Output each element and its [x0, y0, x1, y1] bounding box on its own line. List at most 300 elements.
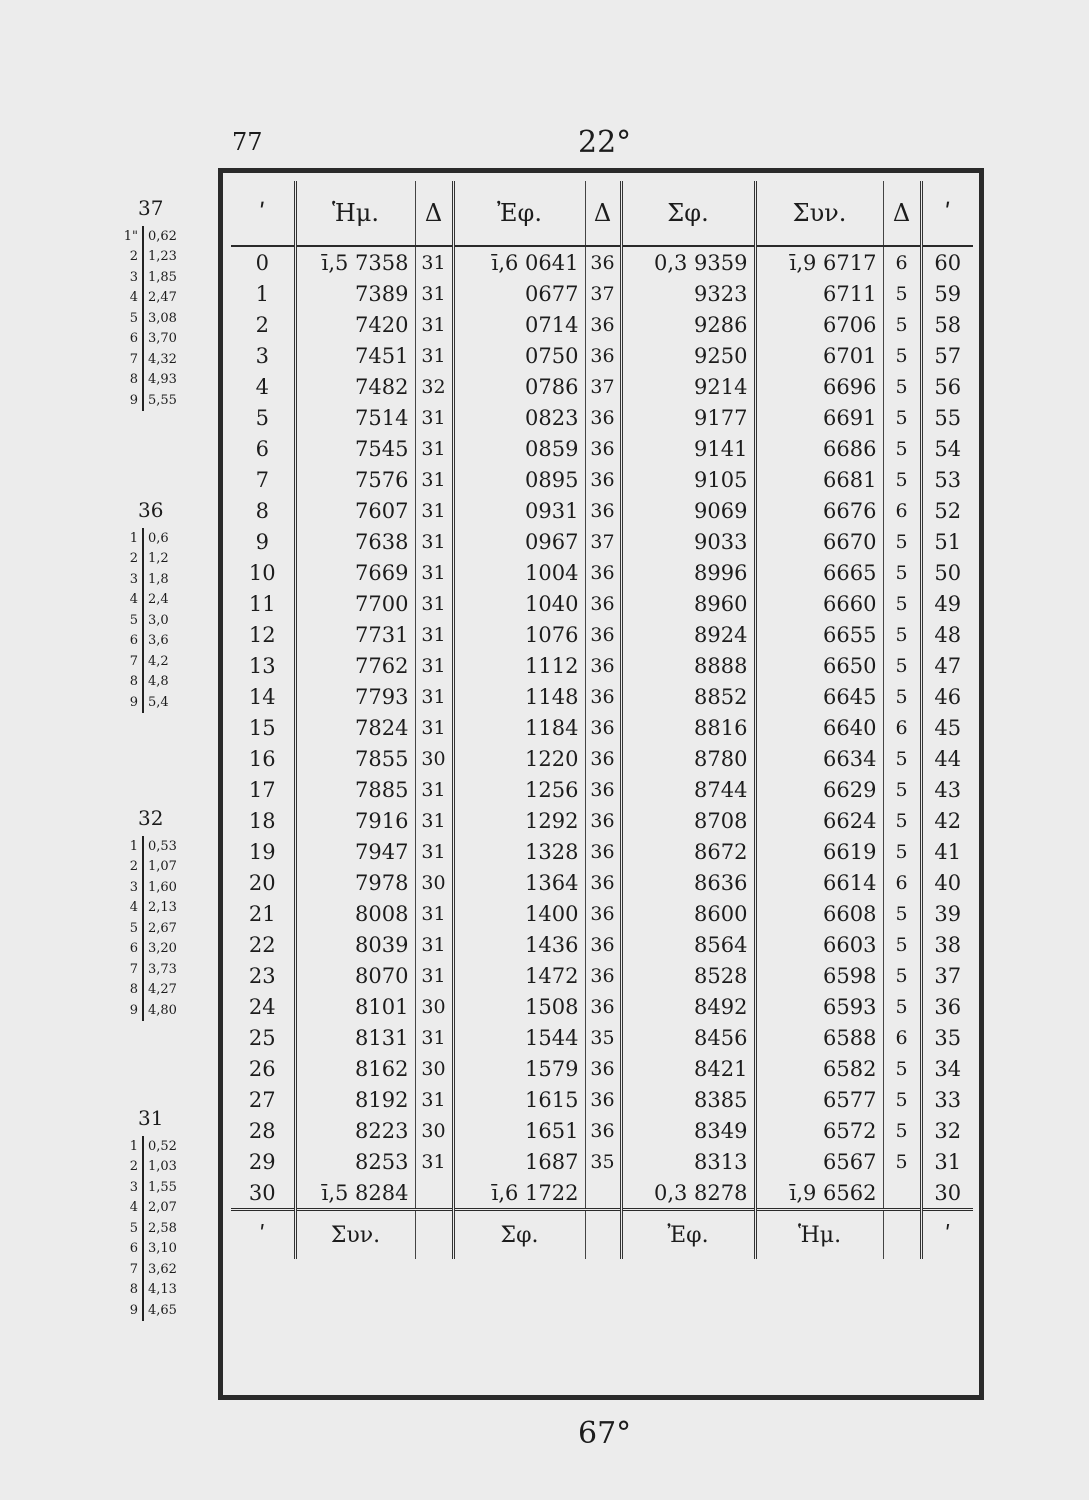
side-row [100, 1157, 181, 1178]
tangent-cell: 0714 [453, 309, 585, 340]
footer-cosine: Συν. [295, 1210, 415, 1260]
side-key: 1 [100, 528, 143, 549]
sine-cell: 8039 [295, 929, 415, 960]
delta-sine-cell: 31 [415, 402, 453, 433]
side-row [100, 672, 173, 693]
delta-tangent-cell: 36 [585, 774, 621, 805]
tangent-cell: 1544 [453, 1022, 585, 1053]
table-row [231, 898, 973, 929]
header-cotangent: Σφ. [621, 181, 755, 246]
table-row [231, 1177, 973, 1210]
header-minutes: ʹ [231, 181, 295, 246]
table-row [231, 960, 973, 991]
footer-blank [883, 1210, 921, 1260]
minute-cell: 22 [231, 929, 295, 960]
cotangent-cell: 0,3 9359 [621, 246, 755, 278]
cosine-cell: 6686 [755, 433, 883, 464]
delta-tangent-cell: 36 [585, 898, 621, 929]
table-row [231, 464, 973, 495]
side-row [100, 959, 181, 980]
tangent-cell: 0967 [453, 526, 585, 557]
minute-cell: 20 [231, 867, 295, 898]
delta-cosine-cell: 5 [883, 898, 921, 929]
tangent-cell: ī,6 0641 [453, 246, 585, 278]
sine-cell: 7700 [295, 588, 415, 619]
sine-cell: 7947 [295, 836, 415, 867]
delta-sine-cell: 31 [415, 309, 453, 340]
sine-cell: 7793 [295, 681, 415, 712]
header-tangent: Ἐφ. [453, 181, 585, 246]
delta-cosine-cell [883, 1177, 921, 1210]
sine-cell: 8070 [295, 960, 415, 991]
delta-sine-cell: 30 [415, 743, 453, 774]
footer-minutes-right: ʹ [921, 1210, 973, 1260]
delta-sine-cell: 30 [415, 991, 453, 1022]
header-delta: Δ [883, 181, 921, 246]
minute-right-cell: 52 [934, 498, 962, 523]
table-row [231, 774, 973, 805]
delta-sine-cell: 31 [415, 960, 453, 991]
cosine-cell: ī,9 6717 [755, 246, 883, 278]
side-key: 4 [100, 590, 143, 611]
cosine-cell: 6701 [755, 340, 883, 371]
side-row [100, 692, 173, 713]
delta-tangent-cell: 36 [585, 681, 621, 712]
cotangent-cell: 8600 [621, 898, 755, 929]
header-minutes-right: ʹ [921, 181, 973, 246]
side-row [100, 836, 181, 857]
side-value: 4,8 [148, 674, 169, 690]
sine-cell: 8101 [295, 991, 415, 1022]
delta-cosine-cell: 5 [883, 588, 921, 619]
minute-cell: 0 [231, 246, 295, 278]
minute-cell: 13 [231, 650, 295, 681]
cosine-cell: 6706 [755, 309, 883, 340]
side-key: 7 [100, 349, 143, 370]
delta-tangent-cell: 36 [585, 557, 621, 588]
delta-tangent-cell: 36 [585, 1084, 621, 1115]
table-row [231, 340, 973, 371]
minute-cell: 23 [231, 960, 295, 991]
side-row [100, 610, 173, 631]
delta-tangent-cell: 36 [585, 929, 621, 960]
tangent-cell: 1472 [453, 960, 585, 991]
side-value: 1,85 [148, 269, 177, 285]
side-value: 4,13 [148, 1282, 177, 1298]
cotangent-cell: 0,3 8278 [621, 1177, 755, 1210]
side-value: 0,62 [148, 228, 177, 244]
minute-right-cell: 35 [934, 1025, 962, 1050]
tangent-cell: 0859 [453, 433, 585, 464]
side-key: 3 [100, 267, 143, 288]
degree-top: 22° [578, 125, 632, 160]
side-row [100, 349, 181, 370]
side-row [100, 1239, 181, 1260]
delta-tangent-cell: 36 [585, 991, 621, 1022]
side-key: 5 [100, 1218, 143, 1239]
side-row [100, 1136, 181, 1157]
side-key: 2 [100, 549, 143, 570]
footer-sine: Ἡμ. [755, 1210, 883, 1260]
delta-cosine-cell: 5 [883, 836, 921, 867]
tangent-cell: 1579 [453, 1053, 585, 1084]
side-key: 7 [100, 651, 143, 672]
minute-cell: 11 [231, 588, 295, 619]
side-row [100, 549, 173, 570]
table-row [231, 619, 973, 650]
delta-sine-cell: 30 [415, 867, 453, 898]
tangent-cell: 1040 [453, 588, 585, 619]
delta-sine-cell: 31 [415, 588, 453, 619]
minute-cell: 25 [231, 1022, 295, 1053]
minute-cell: 21 [231, 898, 295, 929]
cosine-cell: 6681 [755, 464, 883, 495]
delta-sine-cell [415, 1177, 453, 1210]
table-row [231, 1146, 973, 1177]
side-row [100, 1000, 181, 1021]
side-key: 9 [100, 692, 143, 713]
minute-right-cell: 40 [934, 870, 962, 895]
table-row [231, 278, 973, 309]
side-row [100, 877, 181, 898]
sine-cell: 7978 [295, 867, 415, 898]
side-row [100, 226, 181, 247]
delta-tangent-cell: 36 [585, 650, 621, 681]
delta-cosine-cell: 5 [883, 960, 921, 991]
minute-right-cell: 42 [934, 808, 962, 833]
minute-cell: 29 [231, 1146, 295, 1177]
side-key: 6 [100, 631, 143, 652]
side-row [100, 857, 181, 878]
minute-cell: 5 [231, 402, 295, 433]
side-row [100, 1177, 181, 1198]
side-value: 3,73 [148, 961, 177, 977]
side-key: 4 [100, 288, 143, 309]
minute-cell: 27 [231, 1084, 295, 1115]
side-key: 5 [100, 610, 143, 631]
minute-right-cell: 44 [934, 746, 962, 771]
cosine-cell: 6588 [755, 1022, 883, 1053]
delta-cosine-cell: 5 [883, 433, 921, 464]
cosine-cell: 6650 [755, 650, 883, 681]
side-value: 1,55 [148, 1179, 177, 1195]
table-row [231, 1084, 973, 1115]
cosine-cell: ī,9 6562 [755, 1177, 883, 1210]
minute-cell: 1 [231, 278, 295, 309]
minute-cell: 30 [231, 1177, 295, 1210]
side-value: 1,23 [148, 249, 177, 265]
cotangent-cell: 8816 [621, 712, 755, 743]
tangent-cell: 0786 [453, 371, 585, 402]
cotangent-cell: 8924 [621, 619, 755, 650]
table-row [231, 1053, 973, 1084]
sine-cell: 8253 [295, 1146, 415, 1177]
side-key: 2 [100, 247, 143, 268]
minute-right-cell: 33 [934, 1087, 962, 1112]
table-row [231, 681, 973, 712]
side-row [100, 590, 173, 611]
side-row [100, 631, 173, 652]
side-value: 4,65 [148, 1302, 177, 1318]
side-value: 2,07 [148, 1200, 177, 1216]
table-row [231, 526, 973, 557]
side-key: 1 [100, 1136, 143, 1157]
minute-right-cell: 45 [934, 715, 962, 740]
side-key: 1" [100, 226, 143, 247]
tangent-cell: 1615 [453, 1084, 585, 1115]
cosine-cell: 6676 [755, 495, 883, 526]
sine-cell: 7762 [295, 650, 415, 681]
minute-cell: 10 [231, 557, 295, 588]
delta-sine-cell: 31 [415, 712, 453, 743]
cotangent-cell: 8456 [621, 1022, 755, 1053]
delta-cosine-cell: 5 [883, 650, 921, 681]
delta-cosine-cell: 5 [883, 309, 921, 340]
footer-row [231, 1210, 973, 1260]
minute-right-cell: 58 [934, 312, 962, 337]
delta-tangent-cell: 36 [585, 495, 621, 526]
cosine-cell: 6614 [755, 867, 883, 898]
delta-cosine-cell: 6 [883, 1022, 921, 1053]
cosine-cell: 6696 [755, 371, 883, 402]
side-table-header: 36 [138, 498, 164, 522]
table-row [231, 495, 973, 526]
side-value: 4,2 [148, 653, 169, 669]
sine-cell: ī,5 7358 [295, 246, 415, 278]
side-row [100, 918, 181, 939]
side-table-36 [100, 498, 173, 713]
sine-cell: 7389 [295, 278, 415, 309]
delta-cosine-cell: 5 [883, 1115, 921, 1146]
side-row [100, 569, 173, 590]
minute-cell: 18 [231, 805, 295, 836]
cosine-cell: 6593 [755, 991, 883, 1022]
sine-cell: 7916 [295, 805, 415, 836]
cotangent-cell: 9214 [621, 371, 755, 402]
side-key: 9 [100, 1300, 143, 1321]
delta-sine-cell: 31 [415, 898, 453, 929]
side-row [100, 1300, 181, 1321]
sine-cell: 8223 [295, 1115, 415, 1146]
side-key: 3 [100, 877, 143, 898]
side-key: 8 [100, 370, 143, 391]
minute-right-cell: 38 [934, 932, 962, 957]
cosine-cell: 6598 [755, 960, 883, 991]
delta-cosine-cell: 5 [883, 526, 921, 557]
side-value: 1,60 [148, 879, 177, 895]
side-table-header: 31 [138, 1106, 164, 1130]
side-row [100, 1218, 181, 1239]
side-value: 0,6 [148, 530, 169, 546]
cosine-cell: 6582 [755, 1053, 883, 1084]
side-table-header: 32 [138, 806, 164, 830]
side-row [100, 370, 181, 391]
cotangent-cell: 8313 [621, 1146, 755, 1177]
cotangent-cell: 8996 [621, 557, 755, 588]
sine-cell: ī,5 8284 [295, 1177, 415, 1210]
delta-tangent-cell: 35 [585, 1146, 621, 1177]
side-value: 0,52 [148, 1138, 177, 1154]
delta-tangent-cell: 36 [585, 712, 621, 743]
tangent-cell: 1184 [453, 712, 585, 743]
side-value: 0,53 [148, 838, 177, 854]
cotangent-cell: 8708 [621, 805, 755, 836]
delta-sine-cell: 31 [415, 278, 453, 309]
side-row [100, 1280, 181, 1301]
table-row [231, 836, 973, 867]
minute-right-cell: 47 [934, 653, 962, 678]
side-value: 3,0 [148, 612, 169, 628]
delta-sine-cell: 31 [415, 464, 453, 495]
side-row [100, 898, 181, 919]
delta-cosine-cell: 5 [883, 1053, 921, 1084]
table-row [231, 309, 973, 340]
table-row [231, 1115, 973, 1146]
delta-cosine-cell: 5 [883, 371, 921, 402]
side-value: 5,55 [148, 392, 177, 408]
delta-sine-cell: 31 [415, 433, 453, 464]
delta-tangent-cell: 36 [585, 1053, 621, 1084]
delta-tangent-cell: 37 [585, 526, 621, 557]
cosine-cell: 6691 [755, 402, 883, 433]
delta-tangent-cell: 36 [585, 1115, 621, 1146]
tangent-cell: 1651 [453, 1115, 585, 1146]
side-value: 3,10 [148, 1241, 177, 1257]
side-key: 7 [100, 1259, 143, 1280]
cosine-cell: 6572 [755, 1115, 883, 1146]
delta-cosine-cell: 5 [883, 991, 921, 1022]
tangent-cell: 1004 [453, 557, 585, 588]
cosine-cell: 6629 [755, 774, 883, 805]
sine-cell: 8131 [295, 1022, 415, 1053]
side-value: 2,13 [148, 900, 177, 916]
cosine-cell: 6640 [755, 712, 883, 743]
sine-cell: 7607 [295, 495, 415, 526]
table-row [231, 402, 973, 433]
page-number: 77 [232, 128, 263, 156]
sine-cell: 7824 [295, 712, 415, 743]
side-row [100, 390, 181, 411]
minute-cell: 24 [231, 991, 295, 1022]
side-key: 6 [100, 1239, 143, 1260]
side-value: 5,4 [148, 694, 169, 710]
side-key: 5 [100, 308, 143, 329]
cotangent-cell: 8349 [621, 1115, 755, 1146]
delta-cosine-cell: 6 [883, 495, 921, 526]
table-row [231, 246, 973, 278]
side-row [100, 1198, 181, 1219]
tangent-cell: 1292 [453, 805, 585, 836]
header-cosine: Συν. [755, 181, 883, 246]
cosine-cell: 6665 [755, 557, 883, 588]
minute-right-cell: 56 [934, 374, 962, 399]
sine-cell: 7451 [295, 340, 415, 371]
table-row [231, 867, 973, 898]
minute-cell: 14 [231, 681, 295, 712]
delta-sine-cell: 31 [415, 650, 453, 681]
tangent-cell: 0895 [453, 464, 585, 495]
delta-tangent-cell: 36 [585, 402, 621, 433]
cotangent-cell: 8421 [621, 1053, 755, 1084]
minute-right-cell: 50 [934, 560, 962, 585]
cotangent-cell: 8744 [621, 774, 755, 805]
cotangent-cell: 9250 [621, 340, 755, 371]
minute-right-cell: 48 [934, 622, 962, 647]
minute-cell: 16 [231, 743, 295, 774]
side-value: 3,70 [148, 331, 177, 347]
tangent-cell: 1687 [453, 1146, 585, 1177]
tangent-cell: 0823 [453, 402, 585, 433]
side-key: 8 [100, 672, 143, 693]
minute-right-cell: 49 [934, 591, 962, 616]
delta-tangent-cell: 36 [585, 464, 621, 495]
sine-cell: 7545 [295, 433, 415, 464]
side-value: 3,6 [148, 633, 169, 649]
minute-right-cell: 34 [934, 1056, 962, 1081]
tangent-cell: 1400 [453, 898, 585, 929]
side-key: 9 [100, 1000, 143, 1021]
minute-right-cell: 57 [934, 343, 962, 368]
minute-cell: 4 [231, 371, 295, 402]
minute-cell: 17 [231, 774, 295, 805]
side-key: 4 [100, 1198, 143, 1219]
delta-sine-cell: 31 [415, 246, 453, 278]
minute-right-cell: 43 [934, 777, 962, 802]
footer-cotangent: Σφ. [453, 1210, 585, 1260]
delta-cosine-cell: 5 [883, 340, 921, 371]
delta-sine-cell: 31 [415, 340, 453, 371]
side-value: 3,62 [148, 1261, 177, 1277]
side-row [100, 528, 173, 549]
cotangent-cell: 9141 [621, 433, 755, 464]
minute-right-cell: 59 [934, 281, 962, 306]
delta-cosine-cell: 5 [883, 402, 921, 433]
side-value: 2,4 [148, 592, 169, 608]
minute-right-cell: 41 [934, 839, 962, 864]
minute-cell: 9 [231, 526, 295, 557]
delta-tangent-cell: 36 [585, 867, 621, 898]
side-table-37 [100, 196, 181, 411]
tangent-cell: 1112 [453, 650, 585, 681]
cosine-cell: 6660 [755, 588, 883, 619]
minute-cell: 8 [231, 495, 295, 526]
minute-right-cell: 37 [934, 963, 962, 988]
side-value: 1,2 [148, 551, 169, 567]
minute-cell: 6 [231, 433, 295, 464]
side-value: 4,93 [148, 372, 177, 388]
delta-tangent-cell: 36 [585, 960, 621, 991]
side-key: 4 [100, 898, 143, 919]
delta-sine-cell: 31 [415, 526, 453, 557]
sine-cell: 8008 [295, 898, 415, 929]
cotangent-cell: 8888 [621, 650, 755, 681]
table-row [231, 433, 973, 464]
delta-tangent-cell: 36 [585, 246, 621, 278]
cosine-cell: 6567 [755, 1146, 883, 1177]
tangent-cell: 1364 [453, 867, 585, 898]
delta-cosine-cell: 6 [883, 246, 921, 278]
minute-right-cell: 51 [934, 529, 962, 554]
tangent-cell: 1220 [453, 743, 585, 774]
delta-tangent-cell: 36 [585, 433, 621, 464]
sine-cell: 7885 [295, 774, 415, 805]
table-row [231, 557, 973, 588]
delta-cosine-cell: 5 [883, 743, 921, 774]
header-delta: Δ [585, 181, 621, 246]
side-value: 3,08 [148, 310, 177, 326]
side-table-32 [100, 806, 181, 1021]
tangent-cell: 1436 [453, 929, 585, 960]
